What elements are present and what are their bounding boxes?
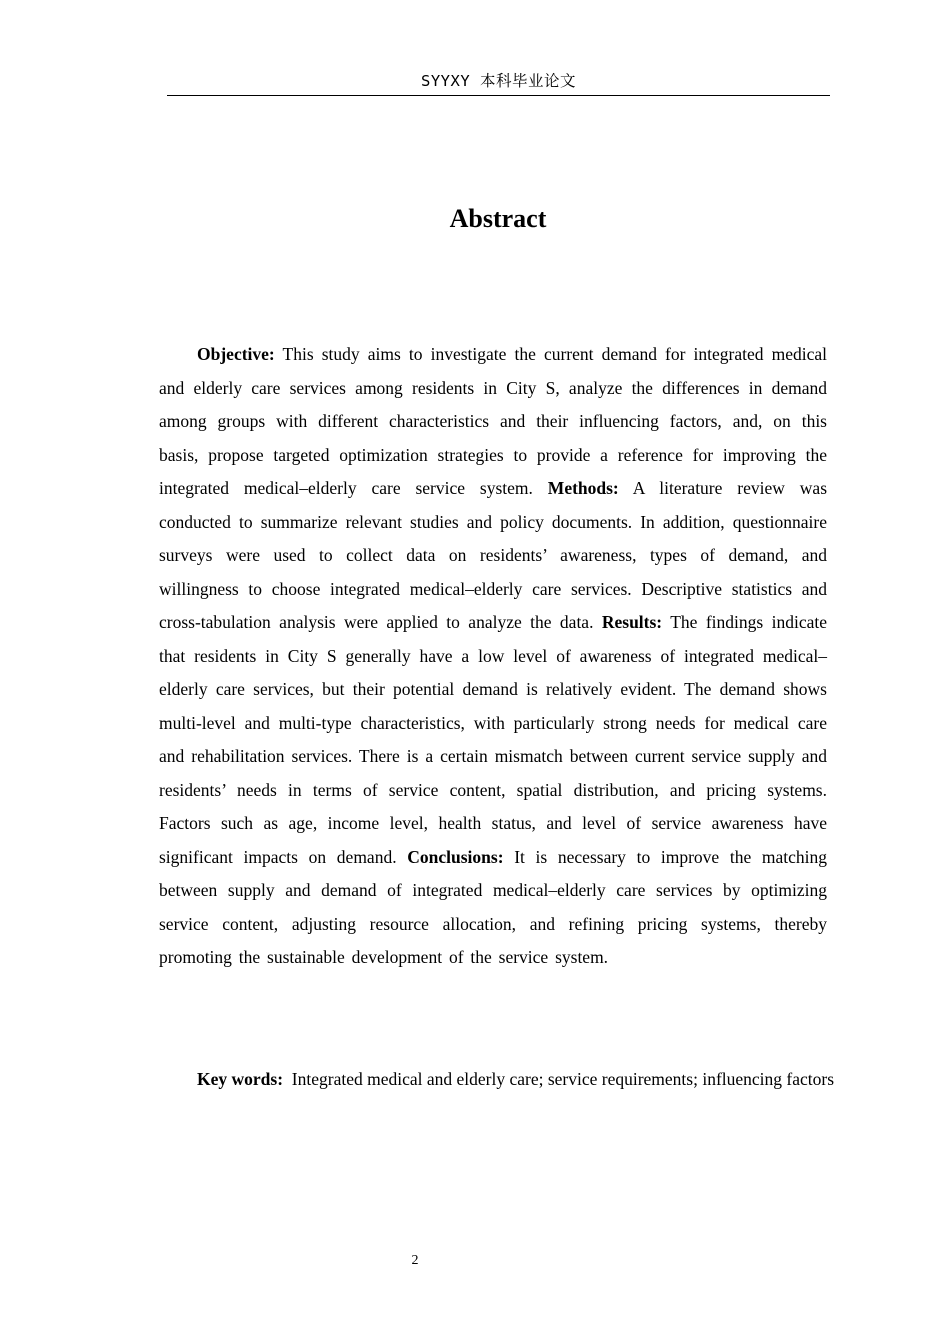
keywords-text: Integrated medical and elderly care; service requirements; influencing factors	[291, 1069, 835, 1089]
page-number: 2	[411, 1253, 419, 1268]
abstract-body	[159, 338, 827, 975]
conclusions-text: It is necessary to improve the matching between supply and demand of integrated medical–elderly care services by optimizing service content, adjusting resource allocation, and refining pricing systems, thereby promoting the sustainable development of the service system.	[159, 846, 828, 967]
running-title: SYYXY 本科毕业论文	[421, 72, 576, 90]
conclusions-label: Conclusions:	[407, 846, 504, 867]
methods-text: A literature review was conducted to summarize relevant studies and policy documents. In addition, questionnaire surveys were used to collect data on residents’ awareness, types of demand, and willingness to choose integrated medical–elderly care services. Descriptive statistics and cross-tabulation analysis were applied to analyze the data.	[159, 478, 827, 632]
running-header	[167, 70, 830, 96]
objective-text: This study aims to investigate the current demand for integrated medical and elderly care services among residents in City S, analyze the differences in demand among groups with different characteristics and their influencing factors, and, on this basis, propose targeted optimization strategies to provide a reference for improving the integrated medical–elderly care service system.	[159, 344, 827, 498]
abstract-paragraph	[159, 338, 827, 975]
results-text: The findings indicate that residents in City S generally have a low level of awareness of integrated medical–elderly care services, but their potential demand is relatively evident. The demand shows multi-level and multi-type characteristics, with particularly strong needs for medical care and rehabilitation services. There is a certain mismatch between current service supply and residents’ needs in terms of service content, spatial distribution, and pricing systems. Factors such as age, income level, health status, and level of service awareness have significant impacts on demand.	[159, 612, 828, 867]
keywords-section	[159, 1063, 839, 1096]
methods-label: Methods:	[547, 478, 619, 498]
results-label: Results:	[601, 612, 663, 632]
keywords-paragraph	[159, 1063, 839, 1096]
page-title: Abstract	[449, 204, 547, 233]
keywords-label: Key words:	[197, 1069, 284, 1089]
objective-label: Objective:	[197, 344, 275, 364]
